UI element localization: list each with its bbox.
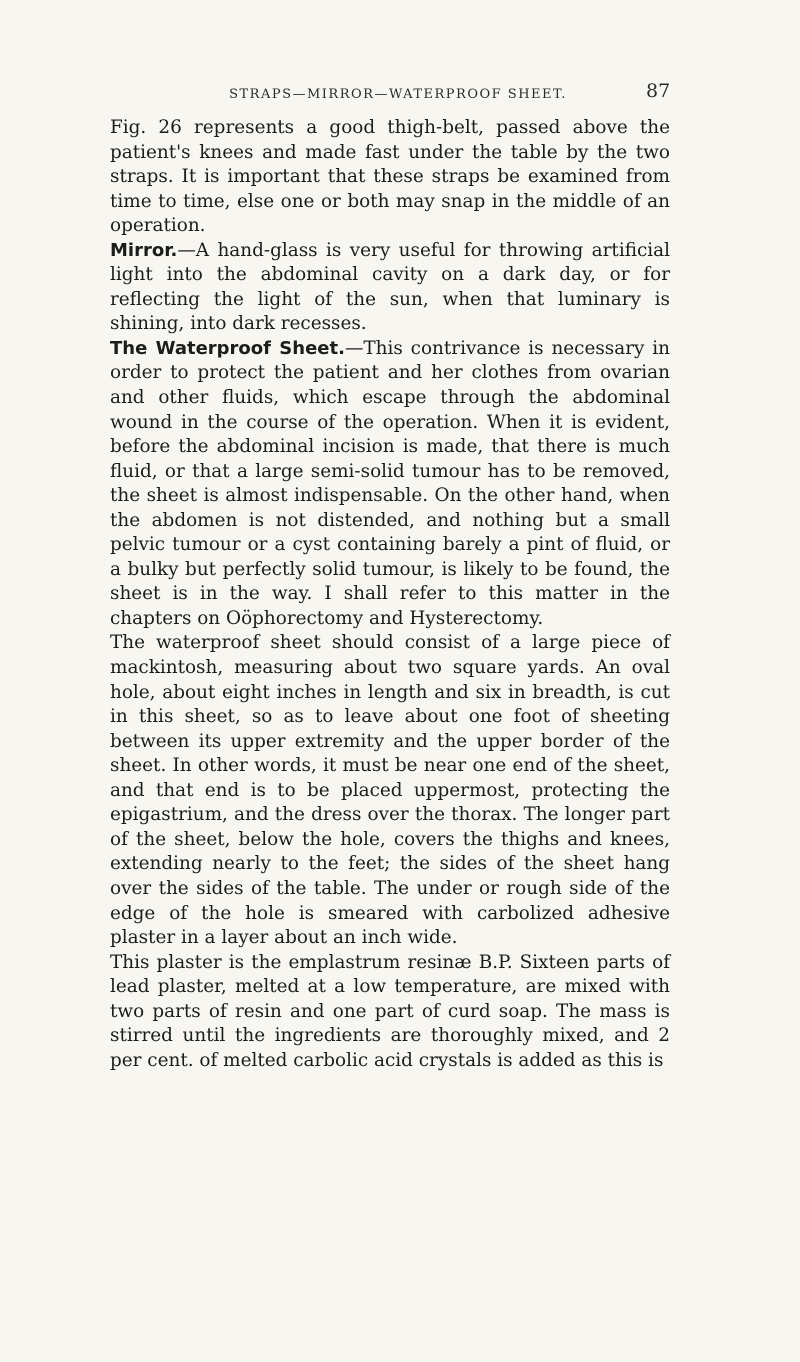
paragraph-mirror-text: —A hand-glass is very useful for throwing artificial light into the abdominal cavity on a dark day, or for reflecting the light of the sun, when that luminary is shining, into dark recesses. — [110, 239, 670, 335]
section-heading-mirror: Mirror. — [110, 239, 178, 261]
paragraph-waterproof-sheet — [110, 337, 670, 632]
section-heading-waterproof-sheet: The Waterproof Sheet. — [110, 337, 345, 359]
paragraph-mirror — [110, 239, 670, 337]
paragraph-plaster: This plaster is the emplastrum resinæ B.P. Sixteen parts of lead plaster, melted at a low temperature, are mixed with two parts of resin and one part of curd soap. The mass is stirred until the ingredients are thoroughly mixed, and 2 per cent. of melted carbolic acid crystals is added as this is — [110, 951, 670, 1071]
running-head: STRAPS—MIRROR—WATERPROOF SHEET. — [229, 87, 567, 102]
page-number: 87 — [646, 80, 671, 102]
paragraph-thigh-belt: Fig. 26 represents a good thigh-belt, passed above the patient's knees and made fast under the table by the two straps. It is important that these straps be examined from time to time, else one or both may snap in the middle of an operation. — [110, 117, 670, 237]
paragraph-sheet-construction: The waterproof sheet should consist of a large piece of mackintosh, measuring about two square yards. An oval hole, about eight inches in length and six in breadth, is cut in this sheet, so as to leave about one foot of sheeting between its upper extremity and the upper border of the sheet. In other words, it must be near one end of the sheet, and that end is to be placed uppermost, protecting the epigastrium, and the dress over the thorax. The longer part of the sheet, below the hole, covers the thighs and knees, extending nearly to the feet; the sides of the sheet hang over the sides of the table. The under or rough side of the edge of the hole is smeared with carbolized adhesive plaster in a layer about an inch wide. — [110, 632, 670, 949]
body-text — [110, 116, 670, 1073]
paragraph-waterproof-sheet-text: —This contrivance is necessary in order to protect the patient and her clothes from ovarian and other fluids, which escape through the abdominal wound in the course of the operation. When it is evident, before the abdominal incision is made, that there is much fluid, or that a large semi-solid tumour has to be removed, the sheet is almost indispensable. On the other hand, when the abdomen is not distended, and nothing but a small pelvic tumour or a cyst containing barely a pint of fluid, or a bulky but perfectly solid tumour, is likely to be found, the sheet is in the way. I shall refer to this matter in the chapters on Oöphorectomy and Hysterectomy. — [110, 337, 670, 629]
